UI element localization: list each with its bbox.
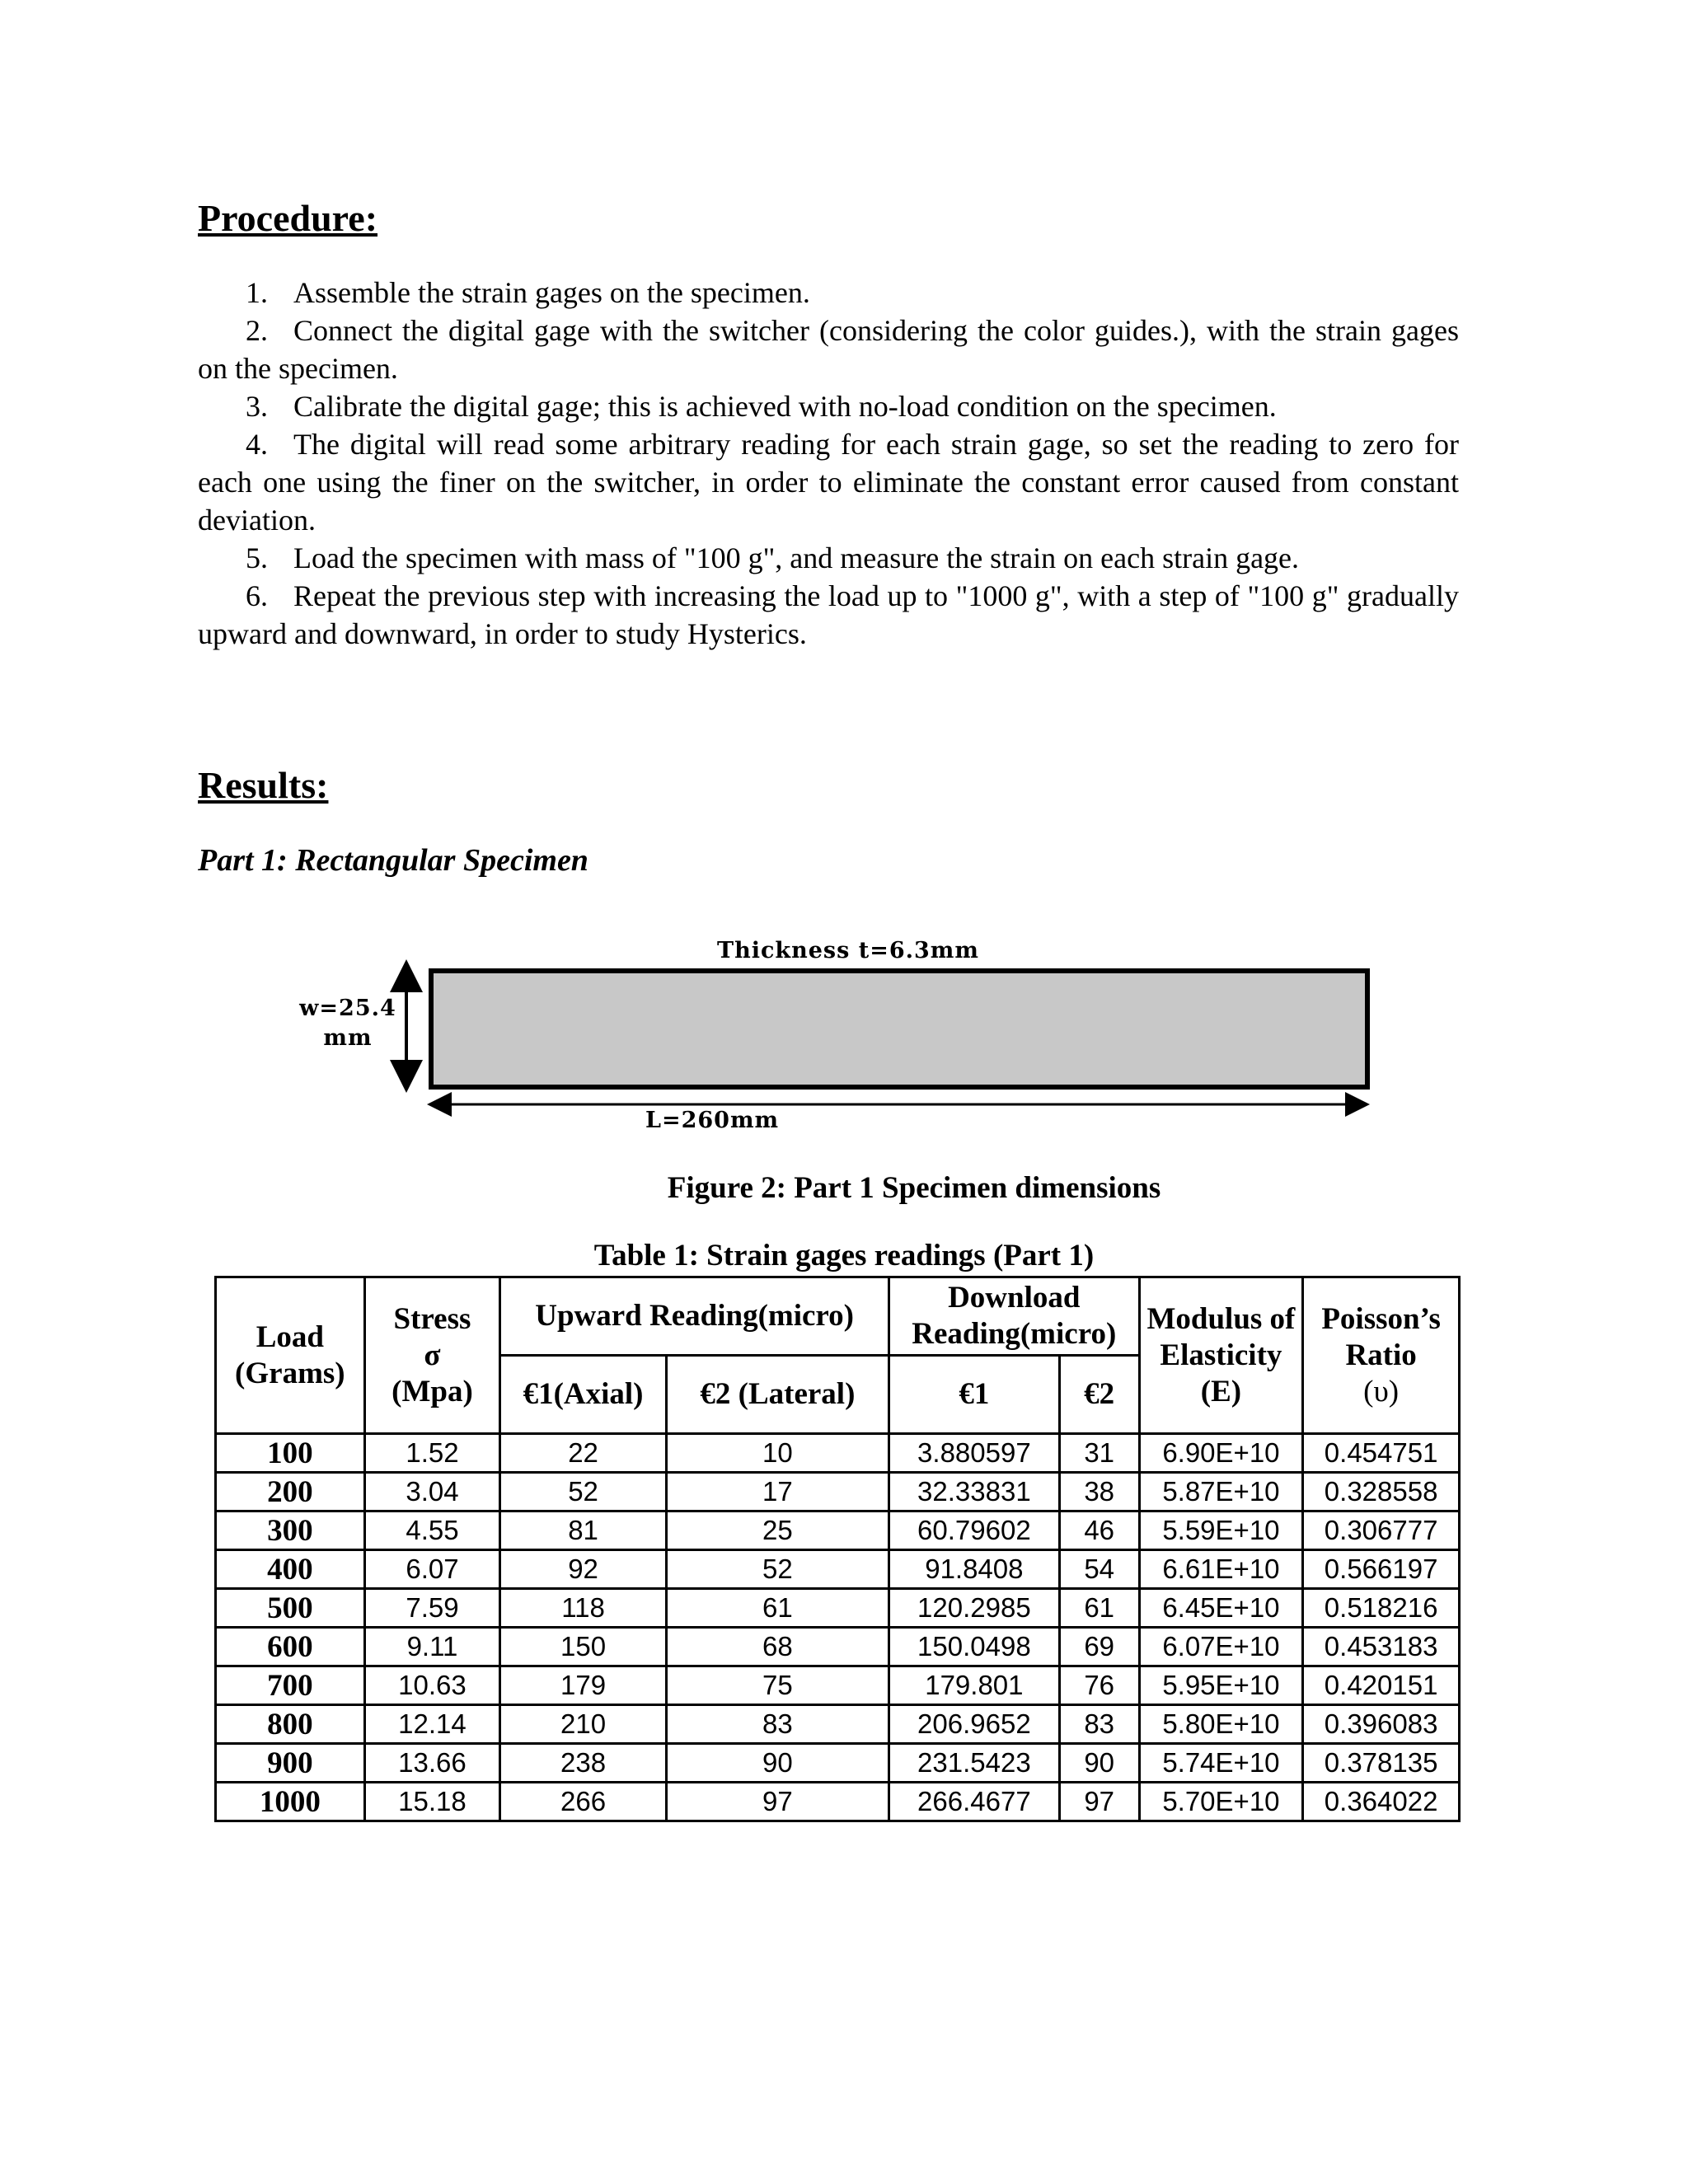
- table-cell: 32.33831: [889, 1473, 1059, 1511]
- table-cell: 0.378135: [1303, 1744, 1460, 1783]
- step-number: 1.: [246, 276, 268, 309]
- step-number: 6.: [246, 579, 268, 612]
- table-cell: 75: [666, 1666, 889, 1705]
- table-cell: 68: [666, 1628, 889, 1666]
- width-label-unit: mm: [323, 1025, 373, 1051]
- step-text: Assemble the strain gages on the specimen.: [293, 276, 810, 309]
- table-cell: 61: [666, 1589, 889, 1628]
- table-cell: 5.70E+10: [1139, 1783, 1303, 1821]
- table-cell: 91.8408: [889, 1550, 1059, 1589]
- table-cell: 0.328558: [1303, 1473, 1460, 1511]
- header-load: Load (Grams): [216, 1277, 365, 1434]
- table-cell: 54: [1059, 1550, 1139, 1589]
- table-cell: 15.18: [364, 1783, 500, 1821]
- table-cell: 4.55: [364, 1511, 500, 1550]
- header-stress: Stress σ (Mpa): [364, 1277, 500, 1434]
- table-cell: 6.45E+10: [1139, 1589, 1303, 1628]
- header-e2-lateral: €2 (Lateral): [666, 1356, 889, 1434]
- table-cell: 31: [1059, 1434, 1139, 1473]
- table-row: [216, 1434, 1460, 1473]
- table-cell: 0.396083: [1303, 1705, 1460, 1744]
- header-poisson: Poisson’s Ratio (υ): [1303, 1277, 1460, 1434]
- cell-load: 100: [216, 1434, 365, 1473]
- table-cell: 69: [1059, 1628, 1139, 1666]
- table-row: [216, 1628, 1460, 1666]
- table-cell: 0.364022: [1303, 1783, 1460, 1821]
- table-row: [216, 1744, 1460, 1783]
- cell-load: 500: [216, 1589, 365, 1628]
- table-caption: Table 1: Strain gages readings (Part 1): [593, 1239, 1095, 1272]
- cell-load: 700: [216, 1666, 365, 1705]
- step-text: Calibrate the digital gage; this is achieved with no-load condition on the specimen.: [293, 390, 1277, 423]
- table-cell: 3.04: [364, 1473, 500, 1511]
- table-cell: 7.59: [364, 1589, 500, 1628]
- table-cell: 97: [1059, 1783, 1139, 1821]
- table-cell: 0.453183: [1303, 1628, 1460, 1666]
- table-row: [216, 1666, 1460, 1705]
- table-cell: 118: [500, 1589, 667, 1628]
- table-cell: 22: [500, 1434, 667, 1473]
- table-cell: 1.52: [364, 1434, 500, 1473]
- table-cell: 0.454751: [1303, 1434, 1460, 1473]
- table-cell: 90: [666, 1744, 889, 1783]
- table-cell: 5.59E+10: [1139, 1511, 1303, 1550]
- table-cell: 90: [1059, 1744, 1139, 1783]
- table-row: [216, 1589, 1460, 1628]
- table-cell: 0.518216: [1303, 1589, 1460, 1628]
- step-number: 3.: [246, 390, 268, 423]
- table-cell: 46: [1059, 1511, 1139, 1550]
- procedure-heading: Procedure:: [198, 197, 378, 239]
- table-cell: 83: [666, 1705, 889, 1744]
- table-cell: 179.801: [889, 1666, 1059, 1705]
- cell-load: 400: [216, 1550, 365, 1589]
- table-cell: 60.79602: [889, 1511, 1059, 1550]
- cell-load: 300: [216, 1511, 365, 1550]
- table-cell: 25: [666, 1511, 889, 1550]
- table-cell: 10.63: [364, 1666, 500, 1705]
- header-e1-axial: €1(Axial): [500, 1356, 667, 1434]
- table-cell: 0.566197: [1303, 1550, 1460, 1589]
- table-row: [216, 1783, 1460, 1821]
- table-cell: 6.90E+10: [1139, 1434, 1303, 1473]
- table-row: [216, 1705, 1460, 1744]
- width-label-value: w=25.4: [299, 996, 396, 1021]
- table-cell: 238: [500, 1744, 667, 1783]
- step-number: 2.: [246, 314, 268, 347]
- table-cell: 179: [500, 1666, 667, 1705]
- cell-load: 1000: [216, 1783, 365, 1821]
- table-cell: 52: [666, 1550, 889, 1589]
- strain-readings-table: [214, 1276, 1461, 1822]
- table-cell: 52: [500, 1473, 667, 1511]
- cell-load: 800: [216, 1705, 365, 1744]
- header-e1: €1: [889, 1356, 1059, 1434]
- table-cell: 6.07E+10: [1139, 1628, 1303, 1666]
- table-cell: 5.95E+10: [1139, 1666, 1303, 1705]
- table-cell: 97: [666, 1783, 889, 1821]
- table-cell: 13.66: [364, 1744, 500, 1783]
- table-cell: 83: [1059, 1705, 1139, 1744]
- table-cell: 206.9652: [889, 1705, 1059, 1744]
- step-text: Load the specimen with mass of "100 g", and measure the strain on each strain gage.: [293, 541, 1300, 574]
- table-body: [216, 1434, 1460, 1821]
- table-cell: 10: [666, 1434, 889, 1473]
- table-row: [216, 1473, 1460, 1511]
- table-row: [216, 1550, 1460, 1589]
- table-cell: 0.420151: [1303, 1666, 1460, 1705]
- table-cell: 5.80E+10: [1139, 1705, 1303, 1744]
- step-text: The digital will read some arbitrary reading for each strain gage, so set the reading to zero for each one using the finer on the switcher, in order to eliminate the constant error caused from constant deviation.: [198, 428, 1459, 537]
- table-cell: 120.2985: [889, 1589, 1059, 1628]
- table-cell: 231.5423: [889, 1744, 1059, 1783]
- table-cell: 81: [500, 1511, 667, 1550]
- part1-title: Part 1: Rectangular Specimen: [198, 843, 588, 878]
- header-upward: Upward Reading(micro): [500, 1277, 889, 1356]
- table-cell: 76: [1059, 1666, 1139, 1705]
- table-cell: 12.14: [364, 1705, 500, 1744]
- figure-caption: Figure 2: Part 1 Specimen dimensions: [667, 1171, 1161, 1205]
- cell-load: 200: [216, 1473, 365, 1511]
- step-number: 4.: [246, 428, 268, 461]
- table-cell: 61: [1059, 1589, 1139, 1628]
- table-cell: 3.880597: [889, 1434, 1059, 1473]
- table-cell: 9.11: [364, 1628, 500, 1666]
- header-modulus: Modulus of Elasticity (E): [1139, 1277, 1303, 1434]
- thickness-label: Thickness t=6.3mm: [717, 938, 979, 963]
- results-heading: Results:: [198, 764, 329, 806]
- table-cell: 5.87E+10: [1139, 1473, 1303, 1511]
- step-text: Connect the digital gage with the switcher (considering the color guides.), with the strain gages on the specimen.: [198, 314, 1459, 385]
- table-cell: 6.61E+10: [1139, 1550, 1303, 1589]
- table-cell: 266: [500, 1783, 667, 1821]
- table-cell: 5.74E+10: [1139, 1744, 1303, 1783]
- table-cell: 0.306777: [1303, 1511, 1460, 1550]
- table-row: [216, 1511, 1460, 1550]
- table-cell: 6.07: [364, 1550, 500, 1589]
- length-label: L=260mm: [645, 1108, 780, 1133]
- table-cell: 38: [1059, 1473, 1139, 1511]
- header-download: Download Reading(micro): [889, 1277, 1139, 1356]
- step-number: 5.: [246, 541, 268, 574]
- table-cell: 150: [500, 1628, 667, 1666]
- step-text: Repeat the previous step with increasing the load up to "1000 g", with a step of "100 g" gradually upward and downward, in order to study Hysterics.: [198, 579, 1459, 650]
- cell-load: 900: [216, 1744, 365, 1783]
- table-cell: 92: [500, 1550, 667, 1589]
- table-cell: 17: [666, 1473, 889, 1511]
- table-cell: 266.4677: [889, 1783, 1059, 1821]
- table-cell: 210: [500, 1705, 667, 1744]
- table-cell: 150.0498: [889, 1628, 1059, 1666]
- cell-load: 600: [216, 1628, 365, 1666]
- header-e2: €2: [1059, 1356, 1139, 1434]
